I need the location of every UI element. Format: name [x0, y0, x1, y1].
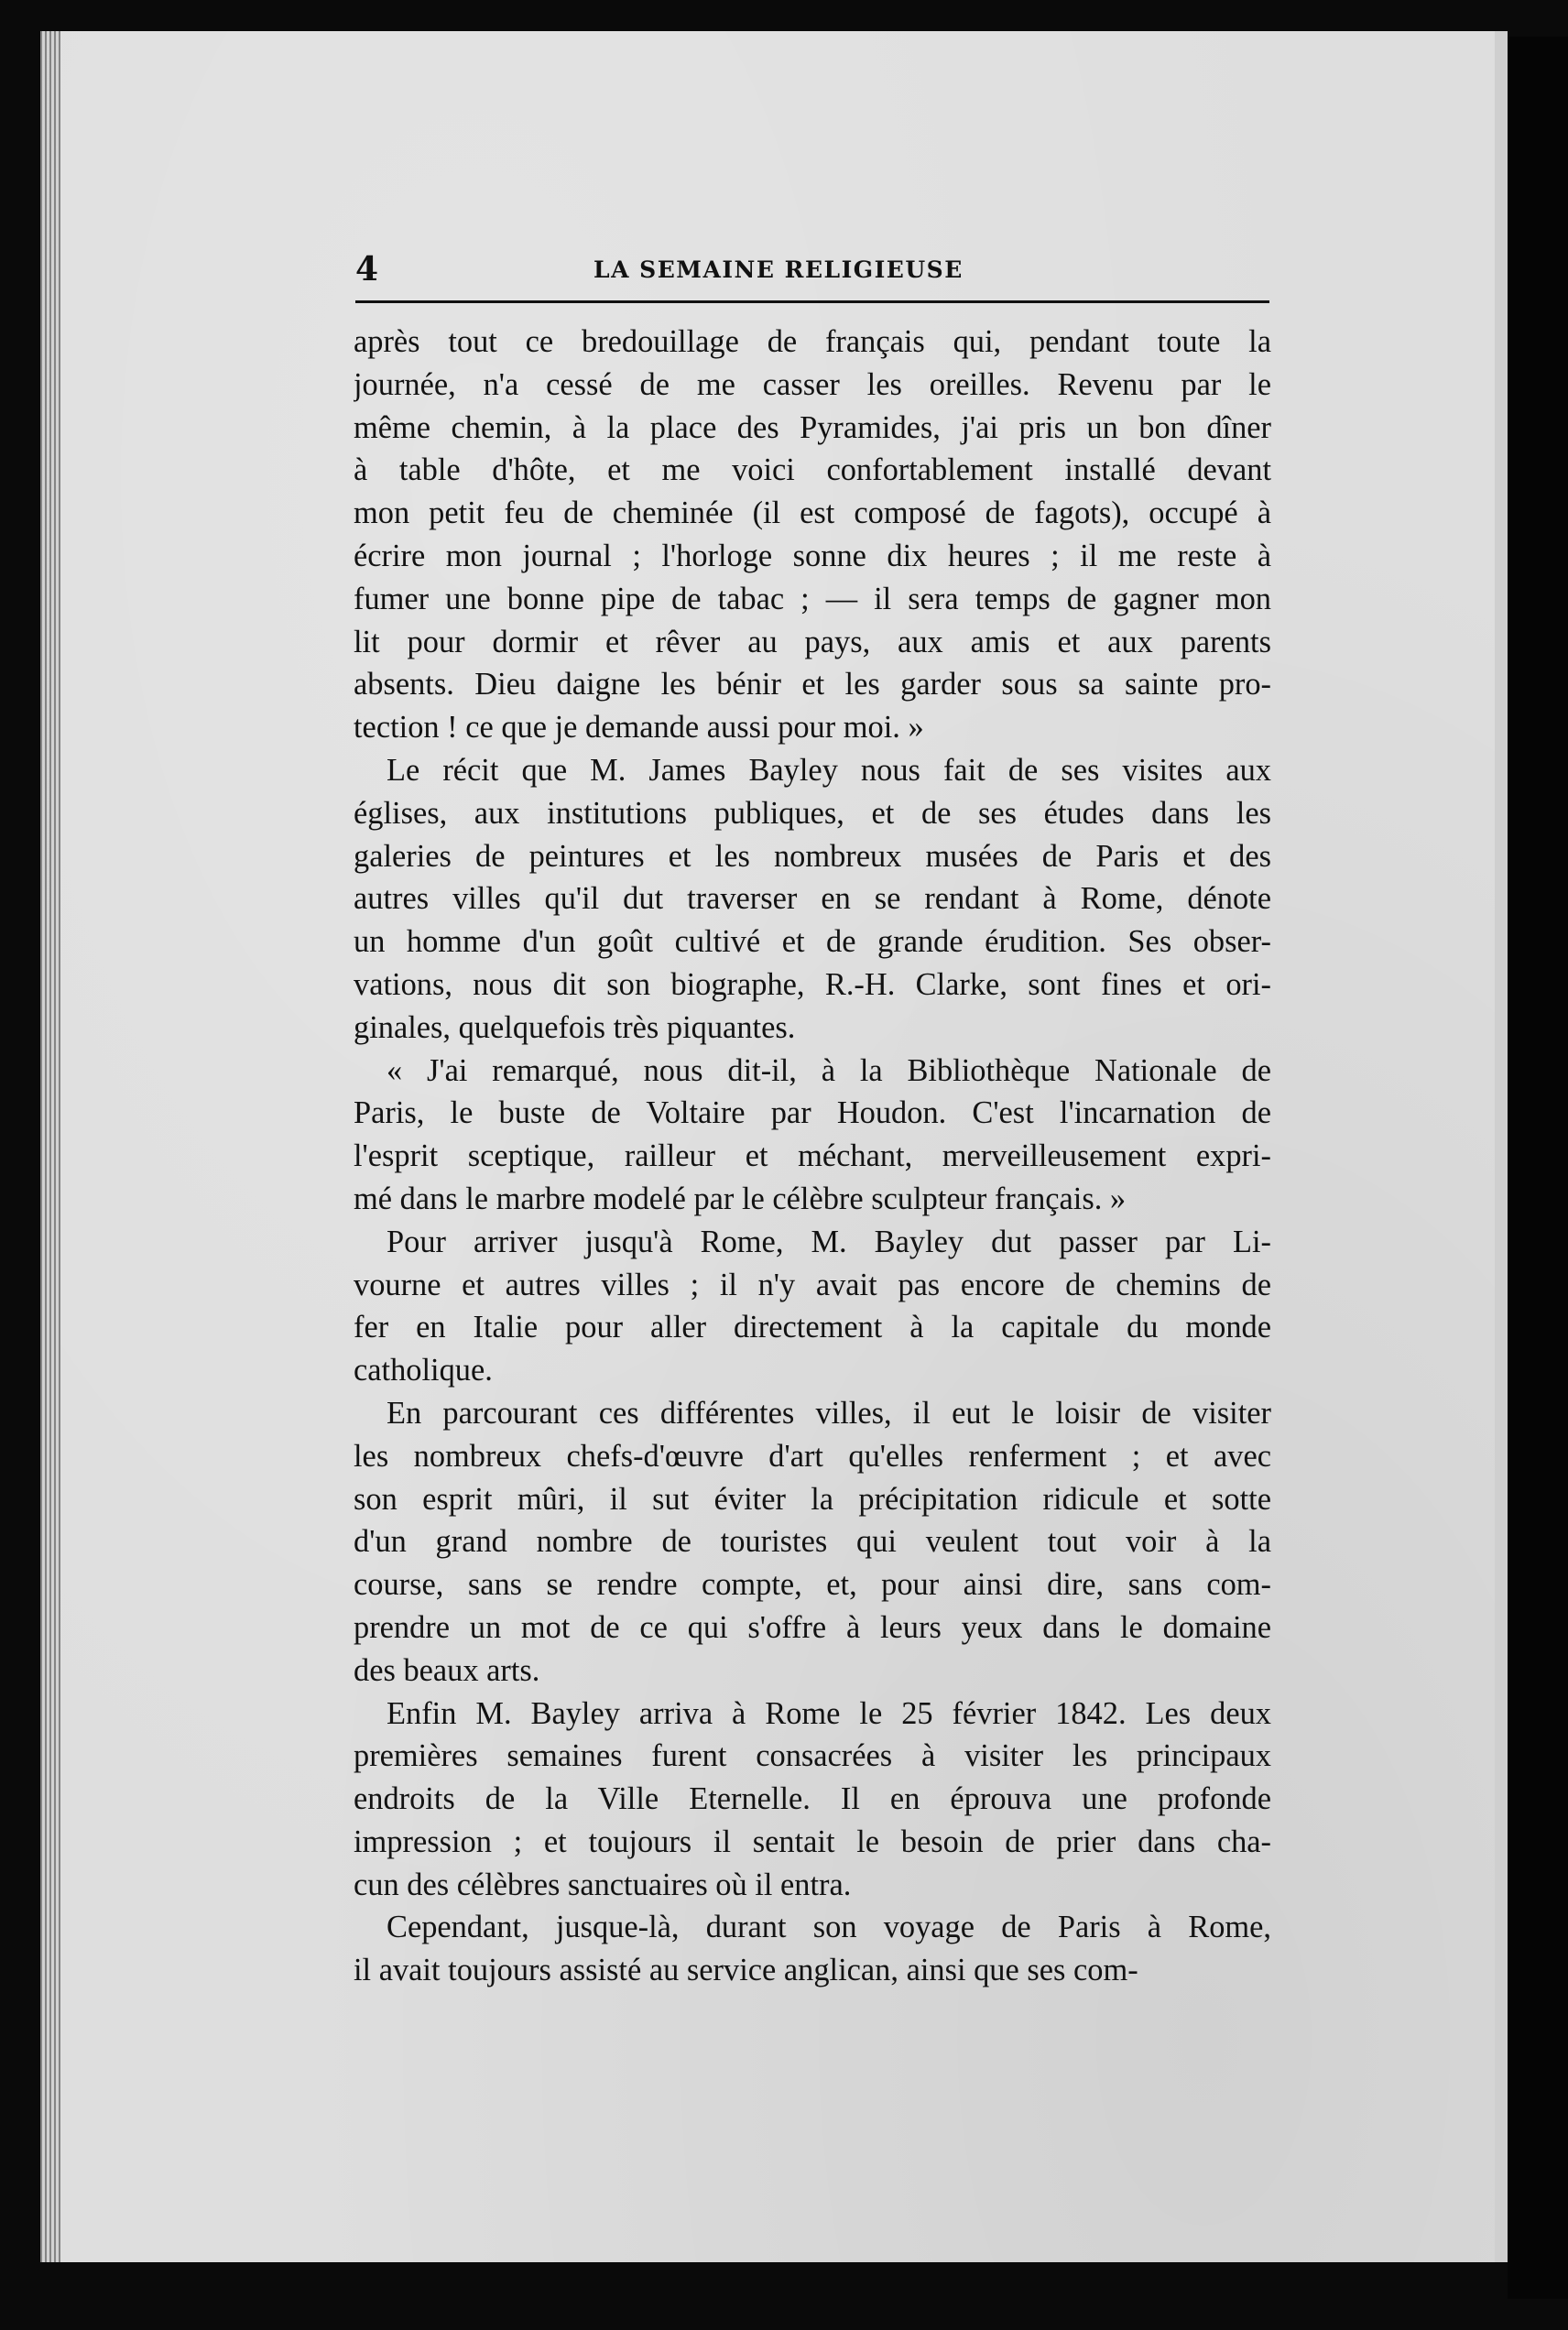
text-line: fer en Italie pour aller directement à la capitale du monde — [354, 1310, 1271, 1345]
page-edge — [1495, 31, 1508, 2262]
text-line: ginales, quelquefois très piquantes. — [354, 1009, 796, 1045]
text-line: même chemin, à la place des Pyramides, j'ai pris un bon dîner — [354, 409, 1271, 445]
text-line: prendre un mot de ce qui s'offre à leurs yeux dans le domaine — [354, 1609, 1271, 1645]
scan-margin — [1508, 37, 1568, 2299]
text-line: il avait toujours assisté au service anglican, ainsi que ses com- — [354, 1953, 1138, 1988]
body-text — [354, 321, 1271, 1992]
text-line: à table d'hôte, et me voici confortablement installé devant — [354, 452, 1271, 488]
text-line: fumer une bonne pipe de tabac ; — il sera temps de gagner mon — [354, 581, 1271, 616]
text-line: églises, aux institutions publiques, et de ses études dans les — [354, 795, 1271, 831]
text-line: Pour arriver jusqu'à Rome, M. Bayley dut passer par Li- — [387, 1224, 1271, 1259]
header-rule — [355, 300, 1269, 303]
text-line: journée, n'a cessé de me casser les oreilles. Revenu par le — [354, 366, 1271, 402]
text-line: les nombreux chefs-d'œuvre d'art qu'elles renferment ; et avec — [354, 1438, 1271, 1474]
text-line: mé dans le marbre modelé par le célèbre sculpteur français. » — [354, 1181, 1127, 1216]
text-line: après tout ce bredouillage de français qui, pendant toute la — [354, 324, 1271, 359]
text-line: course, sans se rendre compte, et, pour ainsi dire, sans com- — [354, 1567, 1271, 1603]
paragraph — [354, 1221, 1271, 1392]
text-line: d'un grand nombre de touristes qui veulent tout voir à la — [354, 1524, 1271, 1560]
text-line: son esprit mûri, il sut éviter la précipitation ridicule et sotte — [354, 1481, 1271, 1517]
text-line: absents. Dieu daigne les bénir et les garder sous sa sainte pro- — [354, 667, 1271, 702]
paragraph — [354, 1050, 1271, 1221]
paragraph — [354, 749, 1271, 1050]
text-line: impression ; et toujours il sentait le besoin de prier dans cha- — [354, 1824, 1271, 1859]
text-line: tection ! ce que je demande aussi pour moi. » — [354, 710, 924, 746]
text-line: des beaux arts. — [354, 1652, 540, 1688]
text-line: mon petit feu de cheminée (il est composé de fagots), occupé à — [354, 495, 1271, 531]
paragraph — [354, 1906, 1271, 1992]
text-line: vations, nous dit son biographe, R.-H. Clarke, sont fines et ori- — [354, 966, 1271, 1002]
running-title: LA SEMAINE RELIGIEUSE — [593, 256, 964, 283]
text-line: endroits de la Ville Eternelle. Il en éprouva une profonde — [354, 1781, 1271, 1817]
paragraph — [354, 1392, 1271, 1693]
text-line: Le récit que M. James Bayley nous fait de ses visites aux — [387, 752, 1271, 788]
paragraph — [354, 321, 1271, 749]
page-number: 4 — [355, 250, 379, 289]
text-line: un homme d'un goût cultivé et de grande érudition. Ses obser- — [354, 924, 1271, 960]
text-line: Enfin M. Bayley arriva à Rome le 25 février 1842. Les deux — [387, 1695, 1271, 1731]
text-line: premières semaines furent consacrées à visiter les principaux — [354, 1738, 1271, 1774]
text-line: l'esprit sceptique, railleur et méchant, merveilleusement expri- — [354, 1138, 1271, 1174]
text-line: Paris, le buste de Voltaire par Houdon. C'est l'incarnation de — [354, 1095, 1271, 1131]
text-line: « J'ai remarqué, nous dit-il, à la Bibliothèque Nationale de — [387, 1052, 1271, 1088]
text-line: vourne et autres villes ; il n'y avait pas encore de chemins de — [354, 1267, 1271, 1302]
running-header — [355, 251, 1271, 299]
text-line: catholique. — [354, 1353, 493, 1388]
paragraph — [354, 1693, 1271, 1907]
text-line: écrire mon journal ; l'horloge sonne dix heures ; il me reste à — [354, 538, 1271, 573]
text-line: autres villes qu'il dut traverser en se rendant à Rome, dénote — [354, 881, 1271, 917]
book-gutter — [40, 31, 60, 2262]
text-line: En parcourant ces différentes villes, il eut le loisir de visiter — [387, 1395, 1271, 1431]
text-line: Cependant, jusque-là, durant son voyage de Paris à Rome, — [387, 1910, 1271, 1945]
text-line: galeries de peintures et les nombreux musées de Paris et des — [354, 838, 1271, 874]
text-line: lit pour dormir et rêver au pays, aux amis et aux parents — [354, 624, 1271, 659]
text-line: cun des célèbres sanctuaires où il entra. — [354, 1867, 852, 1902]
